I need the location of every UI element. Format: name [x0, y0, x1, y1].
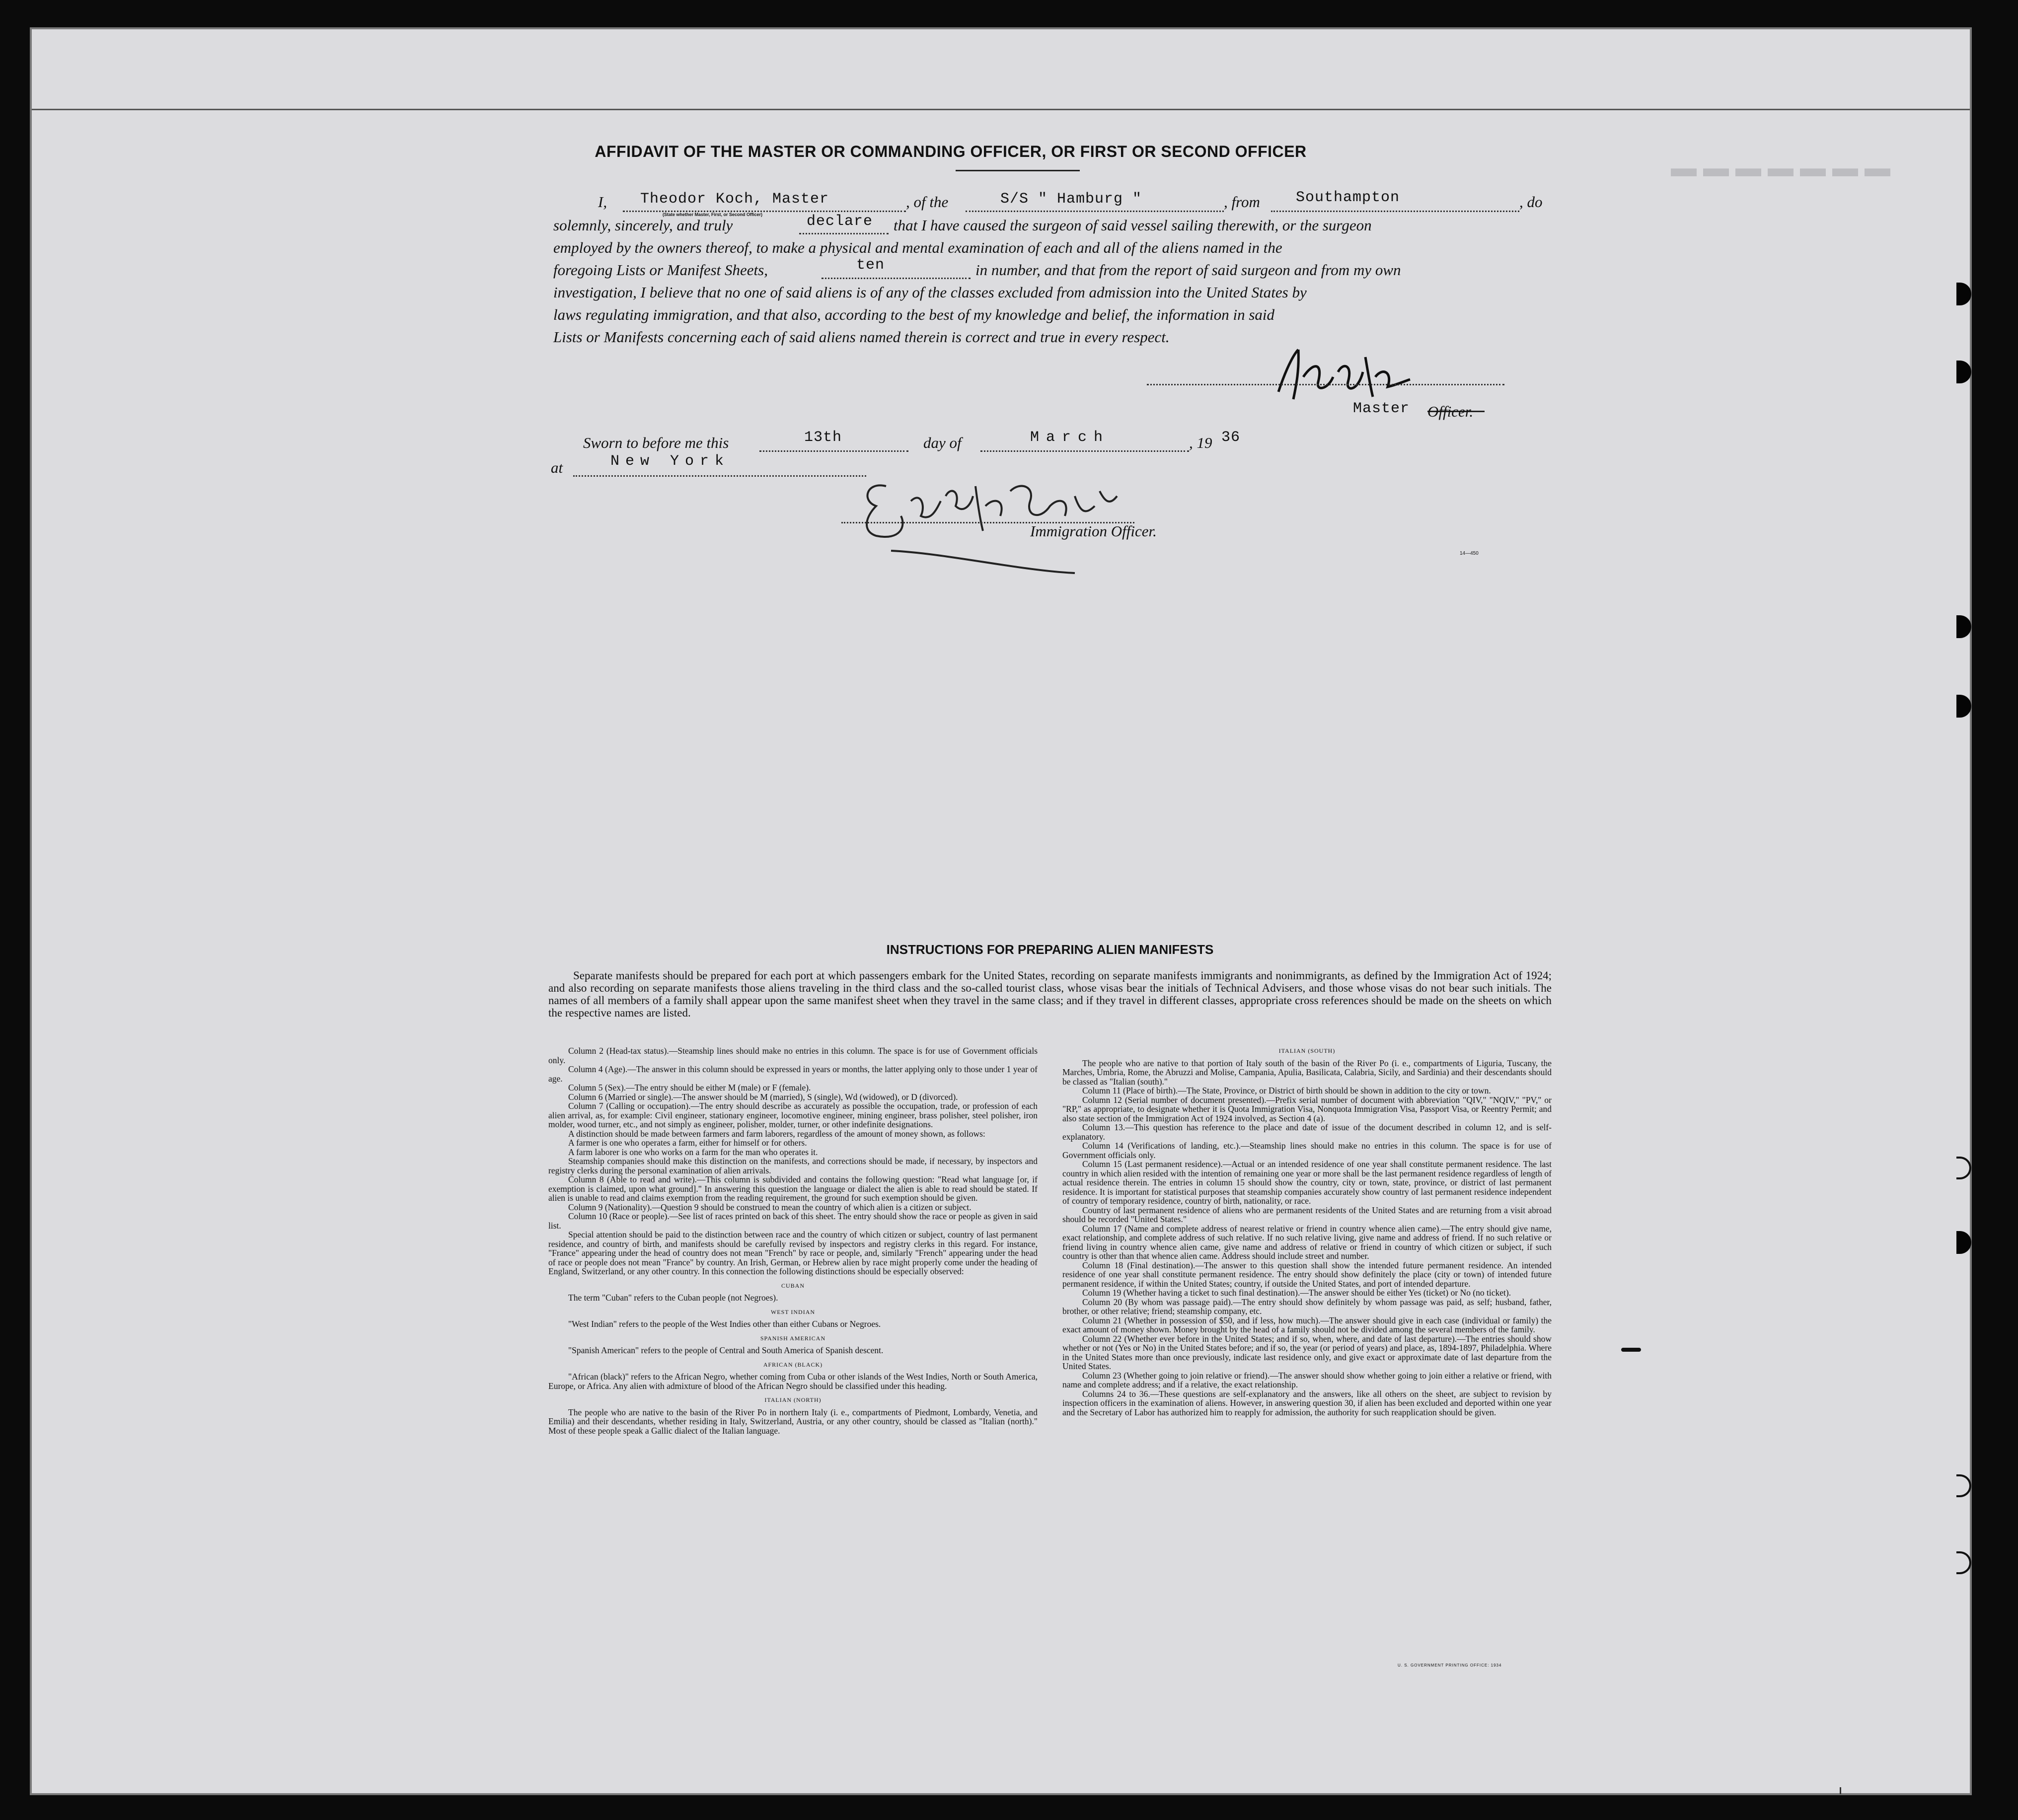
- spanish-american-heading: SPANISH AMERICAN: [760, 1334, 826, 1342]
- instruction-paragraph: Column 19 (Whether having a ticket to such final destination).—The answer should be either Yes (ticket) or No (no ticket).: [1082, 1288, 1511, 1298]
- master-signature: [1269, 342, 1477, 407]
- west-indian-text: "West Indian" refers to the people of the West Indies other than either Cubans or Negroes.: [568, 1319, 881, 1329]
- affidavit-i: I,: [598, 193, 607, 211]
- instruction-paragraph: Column 7 (Calling or occupation).—The entry should describe as accurately as possible the occupation, trade, or profession of each alien arrival, as, for example: Civil engineer, stationary engineer, locomotive engineer, mining engineer, brass polisher, steel polisher, iron molder, wood turner, etc., and not simply as engineer, polisher, molder, turner, or other indefinite designations.: [548, 1101, 1038, 1129]
- top-rule: [32, 109, 1970, 110]
- instructions-left-column: [548, 1046, 1038, 1435]
- instruction-paragraph: Column 6 (Married or single).—The answer should be M (married), S (single), Wd (widowed), or D (divorced).: [568, 1092, 958, 1102]
- instruction-paragraph: Columns 24 to 36.—These questions are self-explanatory and the answers, like all others on the sheet, are subject to revision by inspection officers in the examination of aliens. However, in answering question 30, if alien has been excluded and deported within one year and the Secretary of Labor has authorized him to reapply for admission, the authority for such reapplication should be given.: [1062, 1388, 1552, 1417]
- vessel-value: S/S " Hamburg ": [1000, 191, 1142, 208]
- day-underline: [759, 450, 908, 452]
- west-indian-heading: WEST INDIAN: [770, 1308, 816, 1315]
- instruction-paragraph: Column 14 (Verifications of landing, etc.).—Steamship lines should make no entries in this column. The space is for use of Government officials only.: [1062, 1141, 1552, 1160]
- affidavit-line2-start: solemnly, sincerely, and truly: [553, 217, 733, 234]
- declare-value: declare: [807, 213, 873, 230]
- instruction-paragraph: Column 20 (By whom was passage paid).—The entry should show definitely by whom passage was paid, as self; husband, father, brother, or other relative; friend; steamship company, etc.: [1062, 1297, 1552, 1316]
- italian-north-heading: ITALIAN (NORTH): [764, 1396, 822, 1403]
- instructions-right-column: [1062, 1046, 1552, 1417]
- affidavit-line4-start: foregoing Lists or Manifest Sheets,: [553, 261, 768, 279]
- instruction-paragraph: The people who are native to that portion of Italy south of the basin of the River Po (i. e., compartments of Liguria, Tuscany, the Marches, Umbria, Rome, the Abruzzi and Molise, Campania, Apulia, Basilicata, Calabria, Sicily, and Sardinia) and their descendants should be classed as "Italian (south).": [1062, 1058, 1552, 1087]
- officer-note: (State whether Master, First, or Second Officer): [663, 212, 763, 217]
- affidavit-line7: Lists or Manifests concerning each of said aliens named therein is correct and true in every respect.: [553, 328, 1170, 346]
- italian-north-text: The people who are native to the basin of the River Po in northern Italy (i. e., compartments of Piedmont, Lombardy, Venetia, and Emilia) and their descendants, whether residing in Italy, Switzerland, Austria, or any other country, should be classed as "Italian (north)." Most of these people speak a Gallic dialect of the Italian language.: [548, 1407, 1038, 1436]
- left-paragraphs: [548, 1046, 1038, 1276]
- instruction-paragraph: Column 13.—This question has reference to the place and date of issue of the document described in column 12, and is self-explanatory.: [1062, 1122, 1552, 1142]
- day-value: 13th: [804, 429, 842, 446]
- place-underline: [573, 475, 866, 477]
- officer-suffix: Officer.: [1427, 403, 1474, 420]
- instruction-paragraph: Column 8 (Able to read and write).—This column is subdivided and contains the following question: "Read what language [or, if exemption is claimed, upon what ground]." In answering this question the language or dialect the alien is able to read should be stated. If alien is unable to read and claims exemption from the reading requirement, the ground for such exemption should be given.: [548, 1174, 1038, 1203]
- stray-mark: [1621, 1348, 1641, 1352]
- punch-hole: [1956, 695, 1971, 718]
- instruction-paragraph: Column 5 (Sex).—The entry should be either M (male) or F (female).: [568, 1083, 811, 1092]
- instruction-paragraph: Column 12 (Serial number of document presented).—Prefix serial number of document with abbreviation "QIV," "NQIV," "PV," or "RP," as appropriate, to designate whether it is Quota Immigration Visa, Nonquota Immigration Visa, Passport Visa, or Reentry Permit; and also state section of the Immigration Act of 1924 involved, as Section 4 (a).: [1062, 1094, 1552, 1123]
- port-value: Southampton: [1296, 189, 1400, 206]
- stray-mark: [1840, 1787, 1841, 1794]
- instructions-title: INSTRUCTIONS FOR PREPARING ALIEN MANIFESTS: [886, 942, 1214, 957]
- cuban-text: The term "Cuban" refers to the Cuban people (not Negroes).: [568, 1293, 778, 1303]
- form-number: 14—450: [1460, 551, 1479, 556]
- day-of-label: day of: [923, 434, 962, 451]
- punch-hole: [1956, 1231, 1971, 1254]
- spanish-american-text: "Spanish American" refers to the people of Central and South America of Spanish descent.: [568, 1345, 884, 1355]
- affidavit-line4-end: in number, and that from the report of said surgeon and from my own: [975, 261, 1401, 279]
- instruction-paragraph: A farm laborer is one who works on a farm for the man who operates it.: [568, 1147, 818, 1157]
- instruction-paragraph: Steamship companies should make this distinction on the manifests, and corrections should be made, if necessary, by inspectors and registry clerks during the personal examination of alien arrivals.: [548, 1156, 1038, 1175]
- right-paragraphs: [1062, 1059, 1552, 1417]
- officer-name-value: Theodor Koch, Master: [640, 191, 829, 208]
- instruction-paragraph: Column 11 (Place of birth).—The State, Province, or District of birth should be shown in addition to the city or town.: [1082, 1086, 1491, 1095]
- punch-hole: [1956, 1474, 1971, 1497]
- punch-hole: [1956, 615, 1971, 638]
- instruction-paragraph: Column 17 (Name and complete address of nearest relative or friend in country whence alien came).—The entry should give name, exact relationship, and complete address of such relative. If no such relative living, give name and address of friend. If no such relative or friend living in country whence alien came, give name and address of relative or friend in country of which citizen or subject, if such country is other than that whence alien came. Address should include street and number.: [1062, 1223, 1552, 1261]
- punch-hole: [1956, 283, 1971, 305]
- printing-office-note: U. S. GOVERNMENT PRINTING OFFICE: 1934: [1398, 1663, 1502, 1668]
- punch-hole: [1956, 361, 1971, 383]
- affidavit-title: AFFIDAVIT OF THE MASTER OR COMMANDING OFFICER, OR FIRST OR SECOND OFFICER: [595, 143, 1307, 160]
- african-text: "African (black)" refers to the African Negro, whether coming from Cuba or other islands of the West Indies, North or South America, Europe, or Africa. Any alien with admixture of blood of the African Negro should be classified under this heading.: [548, 1372, 1038, 1391]
- instruction-paragraph: Special attention should be paid to the distinction between race and the country of which citizen or subject, country of last permanent residence, and country of birth, and manifests should be carefully revised by inspectors and registry clerks in this regard. For instance, "France" appearing under the head of country does not mean "French" by race or people, and, similarly "French" appearing under the head of race or people does not mean "France" by country. An Irish, German, or Hebrew alien by race might properly come under the heading of England, Switzerland, or any other country. In this connection the following distinctions should be especially observed:: [548, 1230, 1038, 1276]
- affidavit-line3: employed by the owners thereof, to make a physical and mental examination of each and all of the aliens named in the: [553, 239, 1282, 256]
- year-value: 36: [1221, 429, 1241, 446]
- african-heading: AFRICAN (BLACK): [763, 1361, 823, 1368]
- place-value: New York: [610, 453, 730, 470]
- instruction-paragraph: Column 9 (Nationality).—Question 9 should be construed to mean the country of which alien is a citizen or subject.: [568, 1202, 972, 1212]
- instruction-paragraph: Column 10 (Race or people).—See list of races printed on back of this sheet. The entry should show the race or people as given in said list.: [548, 1211, 1038, 1231]
- punch-hole: [1956, 1551, 1971, 1574]
- italian-south-heading: ITALIAN (SOUTH): [1278, 1047, 1336, 1054]
- bleed-through: ▬ ▬ ▬ ▬ ▬ ▬ ▬: [1671, 154, 1890, 182]
- affidavit-line2-end: that I have caused the surgeon of said vessel sailing therewith, or the surgeon: [894, 217, 1372, 234]
- instruction-paragraph: Country of last permanent residence of aliens who are permanent residents of the United States and are returning from a visit abroad should be recorded "United States.": [1062, 1205, 1552, 1224]
- do-label: , do: [1519, 193, 1543, 211]
- immigration-officer-label: Immigration Officer.: [1030, 522, 1157, 540]
- vessel-underline: [966, 211, 1224, 212]
- master-title-value: Master: [1353, 400, 1410, 417]
- affidavit-line6: laws regulating immigration, and that also, according to the best of my knowledge and belief, the information in said: [553, 306, 1275, 323]
- instruction-paragraph: Column 18 (Final destination).—The answer to this question shall show the intended future permanent residence. An intended residence of one year shall constitute permanent residence. The entry should show definitely the place (city or town) of intended future permanent residence, if within the United States; country, if outside the United States, and port of intended departure.: [1062, 1260, 1552, 1289]
- instruction-paragraph: Column 2 (Head-tax status).—Steamship lines should make no entries in this column. The space is for use of Government officials only.: [548, 1046, 1038, 1065]
- from-label: , from: [1224, 193, 1260, 211]
- at-label: at: [551, 459, 563, 476]
- affidavit-line5: investigation, I believe that no one of said aliens is of any of the classes excluded from admission into the United States by: [553, 284, 1307, 301]
- cuban-heading: CUBAN: [781, 1282, 805, 1289]
- instruction-paragraph: Column 23 (Whether going to join relative or friend).—The answer should show whether going to join either a relative or friend, with name and complete address; and if a relative, the exact relationship.: [1062, 1370, 1552, 1389]
- instruction-paragraph: Column 21 (Whether in possession of $50, and if less, how much).—The answer should give in each case (individual or family) the exact amount of money shown. Money brought by the head of a family should not be divided among the several members of the family.: [1062, 1315, 1552, 1334]
- year-prefix: , 19: [1189, 434, 1212, 451]
- title-rule: [956, 170, 1080, 171]
- sworn-label: Sworn to before me this: [583, 434, 729, 451]
- instruction-paragraph: Column 22 (Whether ever before in the United States; and if so, when, where, and date of last departure).—The entries should show whether or not (Yes or No) in the United States before; and if so, the year (or period of years) and place, as, 1894-1897, Philadelphia. Where in the United States more than once previously, indicate last residence only, and give exact or approximate date of last departure from the United States.: [1062, 1333, 1552, 1371]
- sheets-value: ten: [856, 257, 885, 274]
- sheets-underline: [822, 278, 971, 279]
- punch-hole: [1956, 1157, 1971, 1179]
- instruction-paragraph: Column 4 (Age).—The answer in this column should be expressed in years or months, the latter applying only to those under 1 year of age.: [548, 1064, 1038, 1084]
- instruction-paragraph: A distinction should be made between farmers and farm laborers, regardless of the amount of money shown, as follows:: [568, 1128, 985, 1139]
- instructions-intro: Separate manifests should be prepared for each port at which passengers embark for the United States, recording on separate manifests immigrants and nonimmigrants, as defined by the Immigration Act of 1924; and also recording on separate manifests those aliens traveling in the third class and the so-called tourist class, whose visas bear the initials of Technical Advisers, and those whose visas do not bear such initials. The names of all members of a family shall appear upon the same manifest sheet when they travel in the same class; and if they travel in different classes, appropriate cross references should be made on the sheets on which the respective names are listed.: [548, 969, 1552, 1019]
- signature-line: [1147, 384, 1504, 385]
- month-value: March: [1030, 429, 1110, 446]
- instruction-paragraph: Column 15 (Last permanent residence).—Actual or an intended residence of one year shall constitute permanent residence. The last country in which alien resided with the intention of remaining one year or more shall be the last permanent residence regardless of length of actual residence therein. The entries in column 15 should show the country, city or town, state, province, or district of last permanent residence. It is important for statistical purposes that steamship companies accurately show country of last permanent residence independent of country of temporary residence, country of birth, nationality, or race.: [1062, 1159, 1552, 1206]
- month-underline: [980, 450, 1189, 452]
- instruction-paragraph: A farmer is one who operates a farm, either for himself or for others.: [568, 1138, 807, 1148]
- port-underline: [1271, 211, 1519, 212]
- of-the-label: , of the: [906, 193, 949, 211]
- declare-underline: [799, 233, 889, 234]
- manifest-sheet: [30, 27, 1972, 1795]
